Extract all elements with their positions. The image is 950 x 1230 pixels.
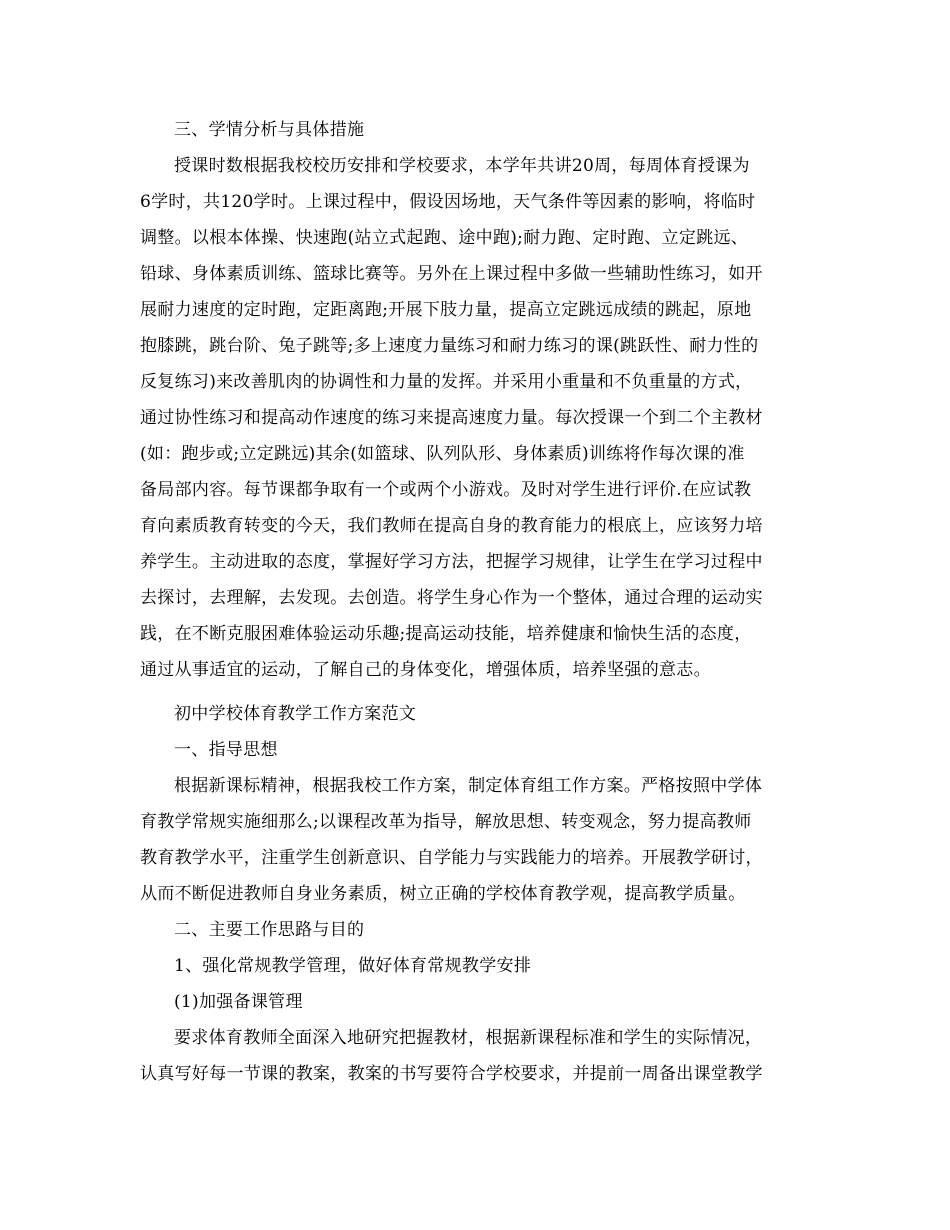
paragraph-line: 铅球、身体素质训练、篮球比赛等。另外在上课过程中多做一些辅助性练习，如开 (140, 264, 763, 284)
paragraph-line: 授课时数根据我校校历安排和学校要求，本学年共讲20周，每周体育授课为 (174, 156, 750, 176)
paragraph-line: 去探讨，去理解，去发现。去创造。将学生身心作为一个整体，通过合理的运动实 (140, 588, 763, 608)
paragraph-line: 育向素质教育转变的今天，我们教师在提高自身的教育能力的根底上，应该努力培 (140, 516, 763, 536)
paragraph-line: (如：跑步或;立定跳远)其余(如篮球、队列队形、身体素质)训练将作每次课的准 (140, 444, 745, 464)
paragraph-line: 6学时，共120学时。上课过程中，假设因场地，天气条件等因素的影响，将临时 (140, 192, 756, 212)
paragraph-line: 根据新课标精神，根据我校工作方案，制定体育组工作方案。严格按照中学体 (174, 776, 763, 796)
subheading-lesson-prep: (1)加强备课管理 (174, 992, 303, 1012)
paragraph-line: 反复练习)来改善肌肉的协调性和力量的发挥。并采用小重量和不负重量的方式， (140, 372, 753, 392)
paragraph-line: 备局部内容。每节课都争取有一个或两个小游戏。及时对学生进行评价.在应试教 (140, 480, 752, 500)
paragraph-line: 认真写好每一节课的教案，教案的书写要符合学校要求，并提前一周备出课堂教学 (140, 1064, 763, 1084)
paragraph-line: 要求体育教师全面深入地研究把握教材，根据新课程标准和学生的实际情况， (174, 1028, 763, 1048)
heading-guiding-thought: 一、指导思想 (174, 740, 278, 760)
paragraph-line: 展耐力速度的定时跑，定距离跑;开展下肢力量，提高立定跳远成绩的跳起，原地 (140, 300, 752, 320)
paragraph-line: 养学生。主动进取的态度，掌握好学习方法，把握学习规律，让学生在学习过程中 (140, 552, 763, 572)
heading-main-ideas: 二、主要工作思路与目的 (174, 920, 365, 940)
paragraph-line: 调整。以根本体操、快速跑(站立式起跑、途中跑);耐力跑、定时跑、立定跳远、 (140, 228, 749, 248)
section-title: 初中学校体育教学工作方案范文 (174, 704, 417, 724)
paragraph-line: 通过协性练习和提高动作速度的练习来提高速度力量。每次授课一个到二个主教材 (140, 408, 763, 428)
paragraph-line: 教育教学水平，注重学生创新意识、自学能力与实践能力的培养。开展教学研讨， (140, 848, 763, 868)
heading-learning-analysis: 三、学情分析与具体措施 (174, 120, 365, 140)
subheading-routine-management: 1、强化常规教学管理，做好体育常规教学安排 (174, 956, 532, 976)
paragraph-line: 从而不断促进教师自身业务素质，树立正确的学校体育教学观，提高教学质量。 (140, 884, 746, 904)
paragraph-line: 抱膝跳，跳台阶、兔子跳等;多上速度力量练习和耐力练习的课(跳跃性、耐力性的 (140, 336, 759, 356)
paragraph-line: 通过从事适宜的运动，了解自己的身体变化，增强体质，培养坚强的意志。 (140, 660, 711, 680)
paragraph-line: 践，在不断克服困难体验运动乐趣;提高运动技能，培养健康和愉快生活的态度， (140, 624, 752, 644)
paragraph-line: 育教学常规实施细那么;以课程改革为指导，解放思想、转变观念，努力提高教师 (140, 812, 752, 832)
